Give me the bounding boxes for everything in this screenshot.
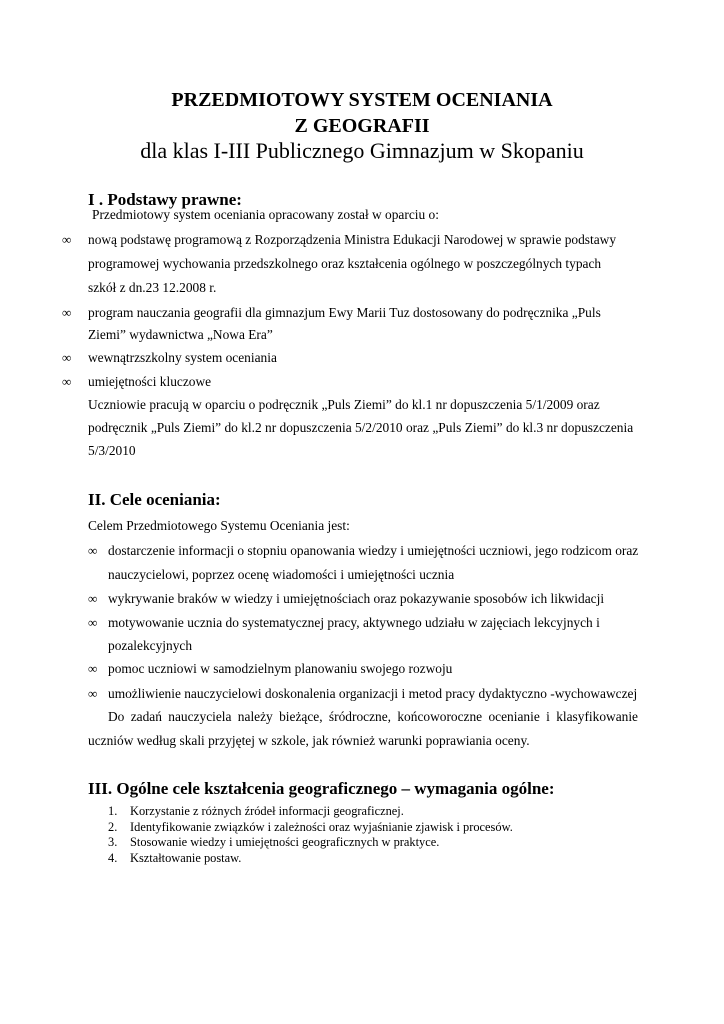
list-item-line: programowej wychowania przedszkolnego oraz kształcenia ogólnego w poszczególnych typach: [88, 256, 602, 271]
list-item-line: nową podstawę programową z Rozporządzenia Ministra Edukacji Narodowej w sprawie podstawy: [88, 232, 617, 247]
bullet-icon: ∞: [88, 686, 98, 701]
bullet-icon: ∞: [62, 305, 72, 320]
list-number: 3.: [108, 835, 118, 849]
list-item-line: pozalekcyjnych: [108, 638, 193, 653]
note-line: Uczniowie pracują w oparciu o podręcznik „Puls Ziemi” do kl.1 nr dopuszczenia 5/1/2009 oraz: [88, 397, 600, 412]
document-subtitle: dla klas I-III Publicznego Gimnazjum w Skopaniu: [140, 138, 584, 163]
list-item-line: szkół z dn.23 12.2008 r.: [88, 280, 217, 295]
list-item-line: wewnątrzszkolny system oceniania: [88, 350, 277, 365]
list-item-line: pomoc uczniowi w samodzielnym planowaniu swojego rozwoju: [108, 661, 453, 676]
list-item-line: umożliwienie nauczycielowi doskonalenia organizacji i metod pracy dydaktyczno -wychowawczej: [108, 686, 638, 701]
section-intro: Celem Przedmiotowego Systemu Oceniania jest:: [88, 518, 350, 533]
closing-paragraph-line: Do zadań nauczyciela należy bieżące, śródroczne, końcoworoczne ocenianie i klasyfikowanie: [108, 709, 638, 724]
list-item: [108, 804, 513, 820]
list-item-line: wykrywanie braków w wiedzy i umiejętnościach oraz pokazywanie sposobów ich likwidacji: [108, 591, 605, 606]
document-title-line2: Z GEOGRAFII: [294, 115, 430, 137]
section-heading: I . Podstawy prawne:: [88, 190, 242, 209]
list-item-text: Stosowanie wiedzy i umiejętności geograficznych w praktyce.: [130, 835, 440, 849]
list-item-text: Korzystanie z różnych źródeł informacji geograficznej.: [130, 804, 404, 818]
list-item-line: dostarczenie informacji o stopniu opanowania wiedzy i umiejętności uczniowi, jego rodzicom oraz: [108, 543, 639, 558]
list-number: 4.: [108, 850, 118, 865]
bullet-icon: ∞: [62, 350, 72, 365]
section-heading: II. Cele oceniania:: [88, 490, 221, 509]
bullet-icon: ∞: [88, 615, 98, 630]
bullet-icon: ∞: [88, 661, 98, 676]
section-intro: Przedmiotowy system oceniania opracowany został w oparciu o:: [92, 207, 439, 222]
list-item: [108, 851, 513, 867]
document-title: PRZEDMIOTOWY SYSTEM OCENIANIA: [171, 89, 553, 111]
list-item-line: program nauczania geografii dla gimnazjum Ewy Marii Tuz dostosowany do podręcznika „Puls: [88, 305, 601, 320]
list-number: 2.: [108, 819, 118, 834]
closing-paragraph-line: uczniów według skali przyjętej w szkole, jak również warunki poprawiania oceny.: [88, 733, 530, 748]
bullet-icon: ∞: [88, 543, 98, 558]
section-heading: III. Ogólne cele kształcenia geograficznego – wymagania ogólne:: [88, 779, 555, 798]
bullet-icon: ∞: [62, 232, 72, 247]
list-number: 1.: [108, 804, 118, 818]
list-item-line: Ziemi” wydawnictwa „Nowa Era”: [88, 327, 273, 342]
list-item-text: Identyfikowanie związków i zależności oraz wyjaśnianie zjawisk i procesów.: [130, 819, 513, 834]
list-item: [108, 835, 513, 851]
list-item-line: umiejętności kluczowe: [88, 374, 212, 389]
list-item-text: Kształtowanie postaw.: [130, 850, 242, 865]
bullet-icon: ∞: [62, 374, 72, 389]
list-item: [108, 820, 513, 836]
list-item-line: motywowanie ucznia do systematycznej pracy, aktywnego udziału w zajęciach lekcyjnych i: [108, 615, 600, 630]
note-line: 5/3/2010: [88, 443, 136, 458]
bullet-icon: ∞: [88, 591, 98, 606]
note-line: podręcznik „Puls Ziemi” do kl.2 nr dopuszczenia 5/2/2010 oraz „Puls Ziemi” do kl.3 nr dopuszczenia: [88, 420, 634, 435]
numbered-list: [108, 804, 513, 866]
list-item-line: nauczycielowi, poprzez ocenę wiadomości i umiejętności ucznia: [108, 567, 455, 582]
